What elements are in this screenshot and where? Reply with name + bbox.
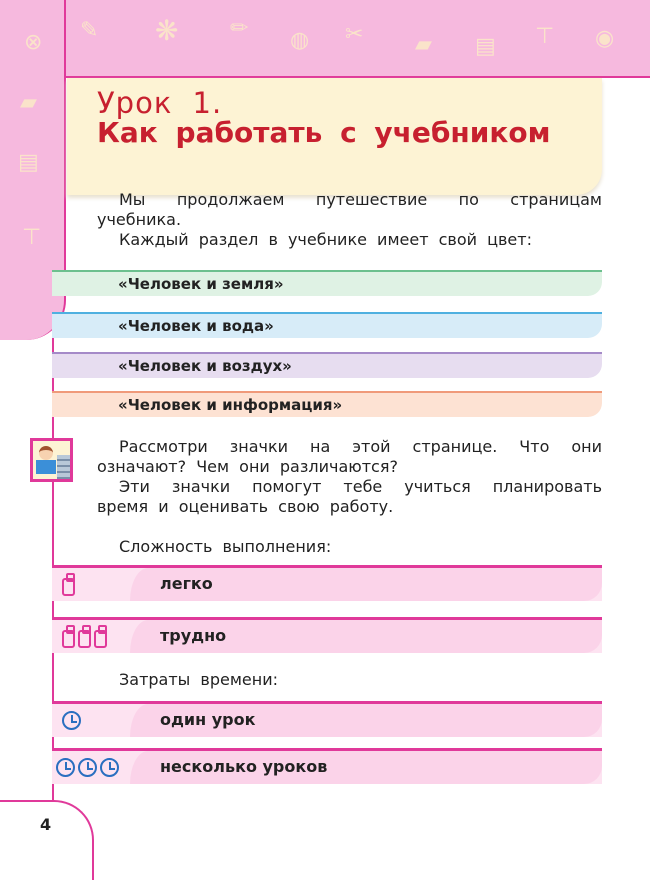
section-air: «Человек и воздух»: [52, 352, 602, 378]
intro-paragraph: Мы продолжаем путешествие по страницам учебника.: [97, 190, 602, 229]
page-number-tab: [0, 800, 94, 880]
screw-icon: ⊤: [535, 24, 555, 49]
scissors-icon: ✂: [345, 22, 364, 47]
difficulty-heading: Сложность выполнения:: [119, 537, 332, 556]
section-information: «Человек и информация»: [52, 391, 602, 417]
clock-icon: [56, 758, 75, 777]
clock-icon: [62, 711, 81, 730]
row-label: один урок: [130, 704, 602, 737]
section-earth: «Человек и земля»: [52, 270, 602, 296]
screw-icon: ⊤: [22, 225, 42, 250]
leaf-icon: ❋: [155, 14, 179, 47]
glue-icon: ▰: [20, 90, 37, 115]
spool-icon: ◉: [595, 26, 615, 51]
time-one-lesson-row: [52, 701, 602, 737]
button-icon: ⊗: [24, 30, 43, 55]
task-paragraph-2: Эти значки помогут тебе учиться планировать время и оценивать свою работу.: [97, 477, 602, 516]
clock-icon: [100, 758, 119, 777]
difficulty-easy-row: [52, 565, 602, 601]
weight-icon: [78, 630, 91, 648]
glue-icon: ▰: [415, 32, 432, 57]
row-label: несколько уроков: [130, 751, 602, 784]
weight-icon: [94, 630, 107, 648]
intro-paragraph-2: Каждый раздел в учебнике имеет свой цвет:: [119, 230, 532, 249]
weight-icon: [62, 578, 75, 596]
difficulty-hard-row: [52, 617, 602, 653]
boy-illustration-icon: [30, 438, 73, 482]
section-water: «Человек и вода»: [52, 312, 602, 338]
ruler-icon: ▤: [18, 150, 39, 175]
title-box: [67, 78, 602, 195]
row-label: легко: [130, 568, 602, 601]
decorative-top-band: [0, 0, 650, 78]
tape-icon: ◍: [290, 28, 310, 53]
page-number: 4: [40, 815, 52, 834]
time-heading: Затраты времени:: [119, 670, 278, 689]
task-paragraph: Рассмотри значки на этой странице. Что они означают? Чем они различаются?: [97, 437, 602, 476]
ruler-icon: ▤: [475, 34, 496, 59]
brush-icon: ✎: [80, 18, 99, 43]
page-title: Как работать с учебником: [97, 116, 551, 149]
time-several-lessons-row: [52, 748, 602, 784]
row-label: трудно: [130, 620, 602, 653]
pencil-icon: ✏: [230, 16, 249, 41]
lesson-number: Урок 1.: [97, 86, 223, 120]
clock-icon: [78, 758, 97, 777]
weight-icon: [62, 630, 75, 648]
